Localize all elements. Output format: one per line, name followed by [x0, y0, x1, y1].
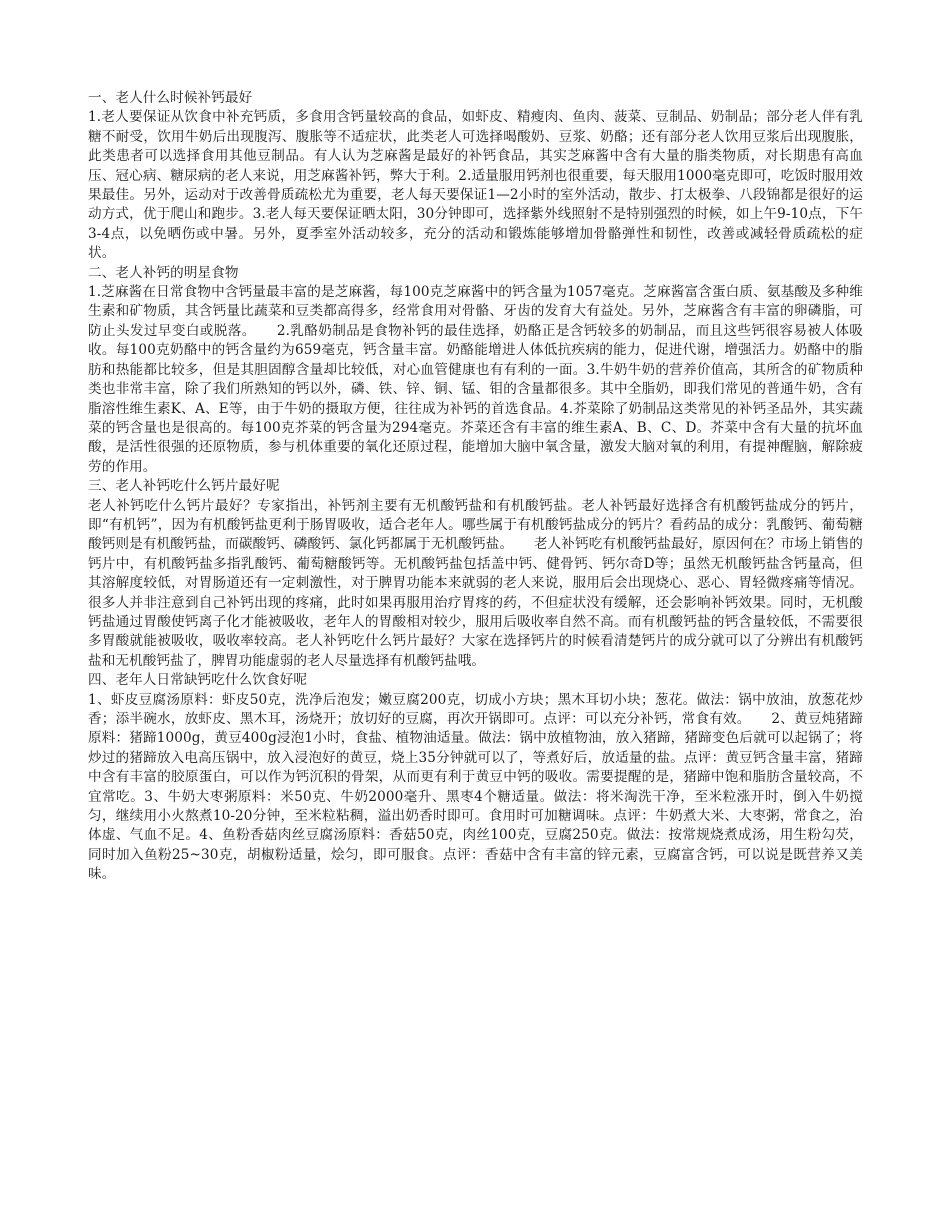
section-calcium-tablets [88, 477, 863, 671]
section-heading: 一、老人什么时候补钙最好 [88, 90, 253, 106]
section-heading: 四、老年人日常缺钙吃什么饮食好呢 [88, 672, 308, 689]
section-paragraph: 1、虾皮豆腐汤原料：虾皮50克，洗净后泡发；嫩豆腐200克，切成小方块；黑木耳切小块；葱花。做法：锅中放油，放葱花炒香；添半碗水，放虾皮、黑木耳，汤烧开；放切好的豆腐，再次开锅即可。点评：可以充分补钙，常食有效。 2、黄豆炖猪蹄原料：猪蹄1000g，黄豆400g浸泡1小时，食盐、植物油适量。做法：锅中放植物油，放入猪蹄，猪蹄变色后就可以起锅了；将炒过的猪蹄放入电高压锅中，放入浸泡好的黄豆，烧上35分钟就可以了，等煮好后，放适量的盐。点评：黄豆钙含量丰富，猪蹄中含有丰富的胶原蛋白，可以作为钙沉积的骨架，从而更有利于黄豆中钙的吸收。需要提醒的是，猪蹄中饱和脂肪含量较高，不宜常吃。3、牛奶大枣粥原料：米50克、牛奶2000毫升、黑枣4个糖适量。做法：将米淘洗干净，至米粒涨开时，倒入牛奶搅匀，继续用小火熬煮10-20分钟，至米粒粘稠，溢出奶香时即可。食用时可加糖调味。点评：牛奶煮大米、大枣粥，常食之，治体虚、气血不足。4、鱼粉香菇肉丝豆腐汤原料：香菇50克，肉丝100克，豆腐250克。做法：按常规烧煮成汤，用生粉勾芡，同时加入鱼粉25~30克，胡椒粉适量，烩匀，即可服食。点评：香菇中含有丰富的锌元素，豆腐富含钙，可以说是既营养又美味。 [88, 691, 863, 883]
document-page [88, 89, 863, 885]
section-paragraph: 老人补钙吃什么钙片最好？专家指出，补钙剂主要有无机酸钙盐和有机酸钙盐。老人补钙最好选择含有机酸钙盐成分的钙片，即“有机钙”，因为有机酸钙盐更利于肠胃吸收，适合老年人。哪些属于有机酸钙盐成分的钙片？看药品的成分：乳酸钙、葡萄糖酸钙则是有机酸钙盐，而碳酸钙、磷酸钙、氯化钙都属于无机酸钙盐。 老人补钙吃有机酸钙盐最好，原因何在？市场上销售的钙片中，有机酸钙盐多指乳酸钙、葡萄糖酸钙等。无机酸钙盐包括盖中钙、健骨钙、钙尔奇D等；虽然无机酸钙盐含钙量高，但其溶解度较低，对胃肠道还有一定刺激性，对于脾胃功能本来就弱的老人来说，服用后会出现烧心、恶心、胃轻微疼痛等情况。很多人并非注意到自己补钙出现的疼痛，此时如果再服用治疗胃疼的药，不但症状没有缓解，还会影响补钙效果。同时，无机酸钙盐通过胃酸使钙离子化才能被吸收，老年人的胃酸相对较少，服用后吸收率自然不高。而有机酸钙盐的钙含量较低，不需要很多胃酸就能被吸收，吸收率较高。老人补钙吃什么钙片最好？大家在选择钙片的时候看清楚钙片的成分就可以了分辨出有机酸钙盐和无机酸钙盐了，脾胃功能虚弱的老人尽量选择有机酸钙盐哦。 [88, 497, 863, 669]
section-paragraph: 1.老人要保证从饮食中补充钙质，多食用含钙量较高的食品，如虾皮、精瘦肉、鱼肉、菠菜、豆制品、奶制品；部分老人伴有乳糖不耐受，饮用牛奶后出现腹泻、腹胀等不适症状，此类老人可选择喝酸奶、豆浆、奶酪；还有部分老人饮用豆浆后出现腹胀，此类患者可以选择食用其他豆制品。有人认为芝麻酱是最好的补钙食品，其实芝麻酱中含有大量的脂类物质，对长期患有高血压、冠心病、糖尿病的老人来说，用芝麻酱补钙，弊大于利。2.适量服用钙剂也很重要，每天服用1000毫克即可，吃饭时服用效果最佳。另外，运动对于改善骨质疏松尤为重要，老人每天要保证1—2小时的室外活动，散步、打太极拳、八段锦都是很好的运动方式，优于爬山和跑步。3.老人每天要保证晒太阳，30分钟即可，选择紫外线照射不是特别强烈的时候，如上午9-10点，下午3-4点，以免晒伤或中暑。另外，夏季室外活动较多，充分的活动和锻炼能够增加骨骼弹性和韧性，改善或减轻骨质疏松的症状。 [88, 109, 863, 262]
section-when-to-supplement [88, 89, 863, 264]
section-heading: 二、老人补钙的明星食物 [88, 264, 239, 281]
section-daily-diet [88, 671, 863, 884]
section-star-foods [88, 264, 863, 477]
section-paragraph: 1.芝麻酱在日常食物中含钙量最丰富的是芝麻酱，每100克芝麻酱中的钙含量为1057毫克。芝麻酱富含蛋白质、氨基酸及多种维生素和矿物质，其含钙量比蔬菜和豆类都高得多，经常食用对骨骼、牙齿的发育大有益处。另外，芝麻酱含有丰富的卵磷脂，可防止头发过早变白或脱落。 2.乳酪奶制品是食物补钙的最佳选择，奶酪正是含钙较多的奶制品，而且这些钙很容易被人体吸收。每100克奶酪中的钙含量约为659毫克，钙含量丰富。奶酪能增进人体低抗疾病的能力，促进代谢，增强活力。奶酪中的脂肪和热能都比较多，但是其胆固醇含量却比较低，对心血管健康也有有利的一面。3.牛奶牛奶的营养价值高，其所含的矿物质种类也非常丰富，除了我们所熟知的钙以外，磷、铁、锌、铜、锰、钼的含量都很多。其中全脂奶，即我们常见的普通牛奶，含有脂溶性维生素K、A、E等，由于牛奶的摄取方便，往往成为补钙的首选食品。4.芥菜除了奶制品这类常见的补钙圣品外，其实蔬菜的钙含量也是很高的。每100克芥菜的钙含量为294毫克。芥菜还含有丰富的维生素A、B、C、D。芥菜中含有大量的抗坏血酸，是活性很强的还原物质，参与机体重要的氧化还原过程，能增加大脑中氧含量，激发大脑对氧的利用，有提神醒脑，解除疲劳的作用。 [88, 284, 863, 475]
section-heading: 三、老人补钙吃什么钙片最好呢 [88, 478, 280, 495]
